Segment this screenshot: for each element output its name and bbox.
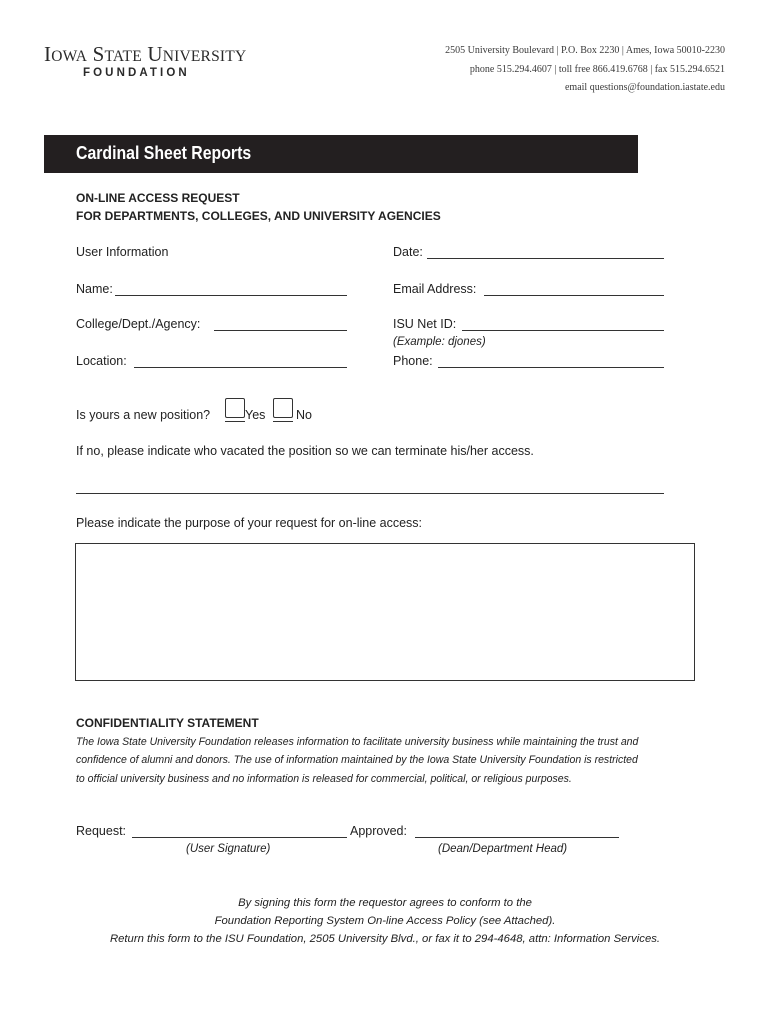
logo-letter: I [44,42,52,66]
yes-checkbox[interactable] [225,398,245,418]
phone-field[interactable] [438,367,664,368]
college-label: College/Dept./Agency: [76,317,201,331]
vacated-field[interactable] [76,493,664,494]
net-id-field[interactable] [462,330,664,331]
footer-line: By signing this form the requestor agrees to conform to the [238,897,532,909]
email-line: email questions@foundation.iastate.edu [564,82,725,93]
college-field[interactable] [214,330,347,331]
date-field[interactable] [427,258,664,259]
new-position-question: Is yours a new position? [76,408,211,422]
location-label: Location: [76,354,127,368]
logo-wordmark [44,42,246,67]
vacated-prompt: If no, please indicate who vacated the position so we can terminate his/her access. [76,444,534,458]
title-band [44,135,638,173]
confidentiality-heading: CONFIDENTIALITY STATEMENT [76,716,259,730]
email-label: Email Address: [393,282,477,296]
phone-label: Phone: [393,354,433,368]
dean-caption: (Dean/Department Head) [438,843,568,855]
purpose-prompt: Please indicate the purpose of your request for on-line access: [76,516,423,530]
logo-foundation: FOUNDATION [83,67,190,79]
confidentiality-line: confidence of alumni and donors. The use of information maintained by the Iowa State University Foundation is restricted [76,754,638,767]
footer-line: Foundation Reporting System On-line Access Policy (see Attached). [214,915,556,927]
yes-label: Yes [245,408,266,422]
confidentiality-line: The Iowa State University Foundation releases information to facilitate university business while maintaining the trust and [76,736,639,748]
net-id-label: ISU Net ID: [393,317,457,331]
address-line: 2505 University Boulevard | P.O. Box 2230 | Ames, Iowa 50010-2230 [445,45,725,56]
form-subheading: FOR DEPARTMENTS, COLLEGES, AND UNIVERSITY AGENCIES [76,209,441,223]
name-label: Name: [76,282,113,296]
user-signature-caption: (User Signature) [186,843,271,855]
net-id-example: (Example: djones) [393,336,486,348]
date-label: Date: [393,245,423,259]
footer-line: Return this form to the ISU Foundation, 2505 University Blvd., or fax it to 294-4648, attn: Information Services. [109,933,661,945]
yes-underline [225,421,245,422]
purpose-textbox[interactable] [75,543,695,681]
logo-letter: U [147,42,163,66]
request-label: Request: [76,824,127,838]
email-field[interactable] [484,295,664,296]
approved-label: Approved: [350,824,407,838]
approved-signature-field[interactable] [415,837,619,838]
user-info-label: User Information [76,245,169,259]
logo-letter: S [92,42,105,66]
page-title: Cardinal Sheet Reports [76,143,252,163]
name-field[interactable] [115,295,347,296]
location-field[interactable] [134,367,347,368]
no-label: No [296,408,312,422]
logo-letters: OWA [51,48,88,65]
logo-letters: TATE [104,48,142,65]
phone-line: phone 515.294.4607 | toll free 866.419.6768 | fax 515.294.6521 [469,64,725,75]
no-underline [273,421,293,422]
no-checkbox[interactable] [273,398,293,418]
request-signature-field[interactable] [132,837,347,838]
form-heading: ON-LINE ACCESS REQUEST [76,191,240,205]
confidentiality-line: to official university business and no information is released for commercial, political, or religious purposes. [76,772,572,785]
logo-letters: NIVERSITY [162,48,247,65]
confidentiality-statement [76,733,662,788]
